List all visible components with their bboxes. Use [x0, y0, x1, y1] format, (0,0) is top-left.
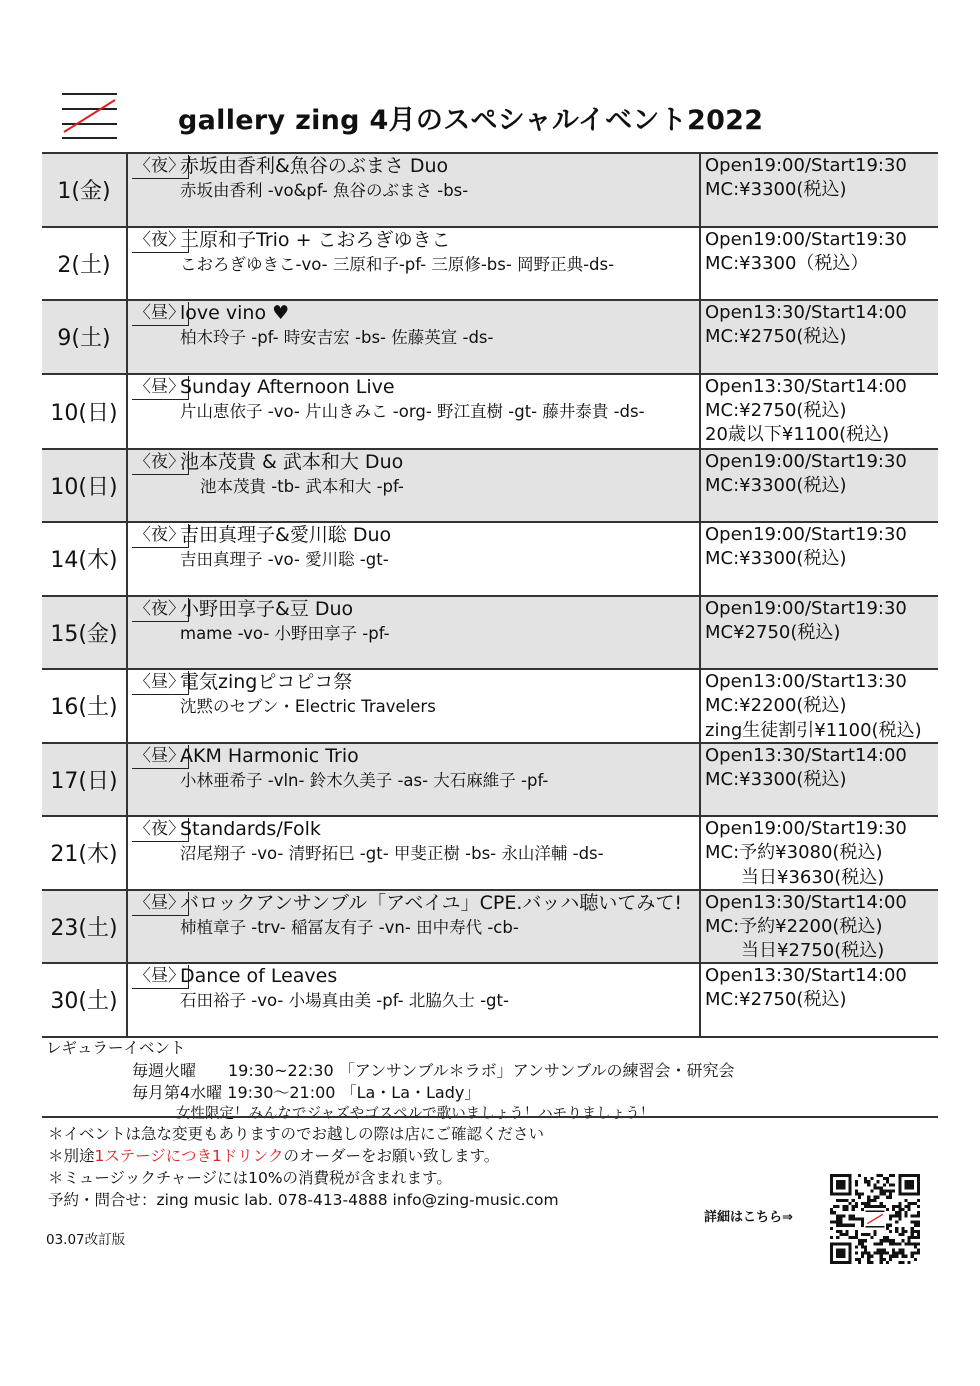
- event-info: [128, 523, 701, 595]
- event-title: 赤坂由香利&魚谷のぶまさ Duo: [180, 155, 449, 177]
- event-title: 電気zingピコピコ祭: [180, 671, 353, 693]
- note-drink-pre: ＊別途: [48, 1147, 95, 1165]
- event-title: Dance of Leaves: [180, 965, 338, 987]
- price-line: MC¥2750(税込): [705, 621, 841, 643]
- event-members: 柏木玲子 -pf- 時安吉宏 -bs- 佐藤英宣 -ds-: [180, 328, 494, 347]
- event-row: [42, 964, 938, 1038]
- event-members: こおろぎゆきこ-vo- 三原和子-pf- 三原修-bs- 岡野正典-ds-: [180, 254, 615, 274]
- price-line: 20歳以下¥1100(税込): [705, 424, 890, 446]
- price-line: Open13:30/Start14:00: [705, 744, 907, 766]
- notes: [42, 1116, 938, 1209]
- event-time-tag: 〈夜〉: [132, 451, 189, 475]
- page-title: gallery zing 4月のスペシャルイベント2022: [178, 105, 764, 136]
- price-line: MC:¥3300(税込): [705, 548, 847, 570]
- event-time-tag: 〈昼〉: [132, 965, 189, 989]
- detail-link-label[interactable]: 詳細はこちら⇒: [704, 1210, 793, 1225]
- regular-line-tuesday: 毎週火曜 19:30~22:30 「アンサンブル＊ラボ」アンサンブルの練習会・研究会: [132, 1061, 735, 1080]
- event-price: [701, 375, 938, 448]
- event-date: 2(土): [42, 228, 128, 300]
- note-change: ＊イベントは急な変更もありますのでお越しの際は店にご確認ください: [48, 1125, 545, 1143]
- price-line: MC:予約¥2200(税込): [705, 915, 883, 937]
- price-line: Open13:30/Start14:00: [705, 891, 907, 913]
- price-line: Open19:00/Start19:30: [705, 155, 907, 176]
- event-date: 21(木): [42, 817, 128, 889]
- price-line: MC:¥2750(税込): [705, 399, 847, 421]
- event-members: 沈黙のセブン・Electric Travelers: [180, 697, 436, 716]
- event-row: [42, 523, 938, 597]
- event-time-tag: 〈夜〉: [132, 155, 189, 179]
- qr-code-icon[interactable]: [830, 1173, 920, 1265]
- event-date: 9(土): [42, 301, 128, 373]
- event-price: [701, 744, 938, 816]
- event-price: [701, 228, 938, 300]
- event-time-tag: 〈昼〉: [132, 671, 189, 695]
- price-line: Open19:00/Start19:30: [705, 597, 907, 619]
- event-date: 1(金): [42, 154, 128, 226]
- event-info: [128, 597, 701, 669]
- price-line: Open13:30/Start14:00: [705, 375, 907, 397]
- event-title: AKM Harmonic Trio: [180, 744, 359, 767]
- event-date: 23(土): [42, 891, 128, 963]
- event-price: [701, 523, 938, 595]
- event-time-tag: 〈昼〉: [132, 745, 189, 769]
- regular-heading: レギュラーイベント: [46, 1039, 186, 1057]
- event-price: [701, 891, 938, 963]
- event-members: 赤坂由香利 -vo&pf- 魚谷のぶまさ -bs-: [180, 181, 469, 200]
- event-date: 17(日): [42, 744, 128, 816]
- event-price: [701, 597, 938, 669]
- event-members: 吉田真理子 -vo- 愛川聡 -gt-: [180, 550, 389, 569]
- regular-line-wednesday: 毎月第4水曜 19:30～21:00 「La・La・Lady」: [132, 1083, 481, 1102]
- event-info: [128, 301, 701, 373]
- price-line: MC:¥3300（税込）: [705, 252, 869, 274]
- event-title: love vino ♥: [180, 302, 290, 324]
- price-line: MC:¥2750(税込): [705, 989, 847, 1011]
- event-date: 10(日): [42, 450, 128, 522]
- event-price: [701, 670, 938, 742]
- event-row: [42, 670, 938, 744]
- note-drink: [48, 1144, 499, 1166]
- event-time-tag: 〈昼〉: [132, 376, 189, 400]
- event-date: 14(木): [42, 523, 128, 595]
- price-line: Open19:00/Start19:30: [705, 228, 907, 250]
- event-time-tag: 〈夜〉: [132, 524, 189, 548]
- event-row: [42, 301, 938, 375]
- event-time-tag: 〈夜〉: [132, 229, 189, 253]
- event-members: mame -vo- 小野田享子 -pf-: [180, 623, 390, 643]
- price-line: MC:¥2200(税込): [705, 695, 847, 717]
- event-title: 池本茂貴 & 武本和大 Duo: [180, 450, 404, 473]
- price-line: Open19:00/Start19:30: [705, 524, 907, 545]
- event-row: [42, 450, 938, 524]
- note-drink-highlight: 1ステージにつき1ドリンク: [94, 1147, 284, 1165]
- event-info: [128, 744, 701, 816]
- event-title: Sunday Afternoon Live: [180, 375, 395, 398]
- event-price: [701, 450, 938, 522]
- event-members: 石田裕子 -vo- 小場真由美 -pf- 北脇久士 -gt-: [180, 991, 509, 1010]
- price-line: 当日¥3630(税込): [741, 866, 885, 888]
- price-line: MC:¥3300(税込): [705, 768, 847, 790]
- event-info: [128, 891, 701, 963]
- event-title: バロックアンサンブル「アベイユ」CPE.バッハ聴いてみて!: [180, 891, 683, 914]
- event-row: [42, 375, 938, 450]
- event-price: [701, 964, 938, 1036]
- event-title: 小野田享子&豆 Duo: [180, 597, 354, 620]
- event-title: 吉田真理子&愛川聡 Duo: [180, 524, 392, 546]
- event-date: 30(土): [42, 964, 128, 1036]
- event-info: [128, 817, 701, 889]
- event-members: 小林亜希子 -vln- 鈴木久美子 -as- 大石麻維子 -pf-: [180, 770, 549, 790]
- price-line: MC:¥2750(税込): [705, 326, 847, 348]
- event-row: [42, 744, 938, 818]
- event-title: Standards/Folk: [180, 818, 321, 840]
- price-line: MC:予約¥3080(税込): [705, 842, 883, 864]
- event-info: [128, 375, 701, 448]
- event-time-tag: 〈夜〉: [132, 598, 189, 622]
- event-row: [42, 597, 938, 671]
- price-line: MC:¥3300(税込): [705, 474, 847, 496]
- event-row: [42, 228, 938, 302]
- event-row: [42, 817, 938, 891]
- event-info: [128, 450, 701, 522]
- event-members: 池本茂貴 -tb- 武本和大 -pf-: [200, 476, 404, 496]
- price-line: Open13:30/Start14:00: [705, 965, 907, 986]
- event-price: [701, 301, 938, 373]
- price-line: Open13:30/Start14:00: [705, 302, 907, 323]
- note-drink-post: のオーダーをお願い致します。: [283, 1147, 500, 1165]
- event-date: 16(土): [42, 670, 128, 742]
- event-members: 杮植章子 -trv- 稲冨友有子 -vn- 田中寿代 -cb-: [180, 917, 519, 937]
- event-price: [701, 154, 938, 226]
- zing-logo: [62, 92, 117, 140]
- regular-line-lady-note: 女性限定！みんなでジャズやゴスペルで歌いましょう！ハモりましょう！: [176, 1106, 655, 1122]
- event-time-tag: 〈夜〉: [132, 818, 189, 842]
- price-line: 当日¥2750(税込): [741, 940, 885, 962]
- event-members: 片山恵依子 -vo- 片山きみこ -org- 野江直樹 -gt- 藤井泰貴 -ds-: [180, 401, 645, 421]
- price-line: Open13:00/Start13:30: [705, 671, 907, 692]
- price-line: Open19:00/Start19:30: [705, 450, 907, 472]
- version-label: 03.07改訂版: [46, 1232, 126, 1248]
- event-row: [42, 891, 938, 965]
- event-price: [701, 817, 938, 889]
- event-members: 沼尾翔子 -vo- 清野拓巳 -gt- 甲斐正樹 -bs- 永山洋輔 -ds-: [180, 844, 604, 863]
- price-line: MC:¥3300(税込): [705, 179, 847, 201]
- event-time-tag: 〈昼〉: [132, 892, 189, 916]
- event-date: 10(日): [42, 375, 128, 448]
- event-date: 15(金): [42, 597, 128, 669]
- event-time-tag: 〈昼〉: [132, 302, 189, 326]
- event-info: [128, 670, 701, 742]
- event-row: [42, 154, 938, 228]
- note-tax: ＊ミュージックチャージには10%の消費税が含まれます。: [48, 1169, 452, 1187]
- event-title: 三原和子Trio + こおろぎゆきこ: [180, 228, 451, 251]
- price-line: Open19:00/Start19:30: [705, 818, 907, 839]
- schedule-table: [42, 152, 938, 1038]
- price-line: zing生徒割引¥1100(税込): [705, 719, 922, 741]
- note-contact: 予約・問合せ：zing music lab. 078-413-4888 info@zing-music.com: [48, 1191, 559, 1209]
- event-info: [128, 964, 701, 1036]
- event-info: [128, 228, 701, 300]
- event-info: [128, 154, 701, 226]
